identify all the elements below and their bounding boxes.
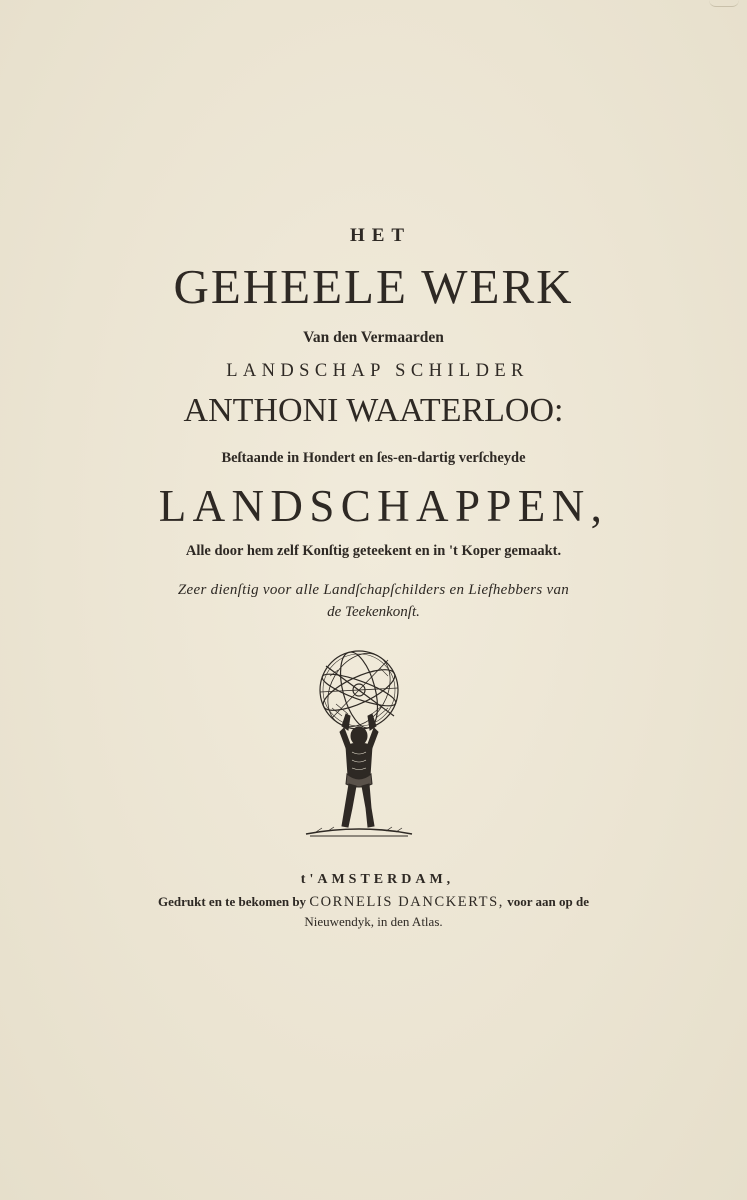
subtitle-landschap-schilder: LANDSCHAP SCHILDER xyxy=(226,361,529,381)
imprint-suffix: voor aan op de xyxy=(507,894,589,909)
title-geheele-werk: GEHEELE WERK xyxy=(173,259,574,314)
artist-name: ANTHONI WAATERLOO: xyxy=(183,392,564,429)
title-het: HET xyxy=(349,225,412,246)
imprint-prefix: Gedrukt en te bekomen by xyxy=(158,894,307,909)
description-alle-door: Alle door hem zelf Konſtig geteekent en in 't Koper gemaakt. xyxy=(185,543,562,559)
dedication-line-2: de Teekenkonſt. xyxy=(327,604,420,620)
atlas-figure-icon xyxy=(302,648,416,840)
subtitle-van-den-vermaarden: Van den Vermaarden xyxy=(303,329,444,346)
imprint-printer-name: CORNELIS DANCKERTS, xyxy=(309,894,504,910)
imprint-place: t'AMSTERDAM, xyxy=(300,872,455,887)
imprint-line-2: Nieuwendyk, in den Atlas. xyxy=(304,914,443,929)
imprint-line-1 xyxy=(0,895,747,910)
description-bestaande: Beſtaande in Hondert en ſes-en-dartig verſcheyde xyxy=(221,450,526,466)
paper-corner-fold xyxy=(709,0,739,7)
dedication-line-1: Zeer dienſtig voor alle Landſchapſchilders en Liefhebbers van xyxy=(177,582,570,598)
title-landschappen: LANDSCHAPPEN, xyxy=(158,481,609,531)
